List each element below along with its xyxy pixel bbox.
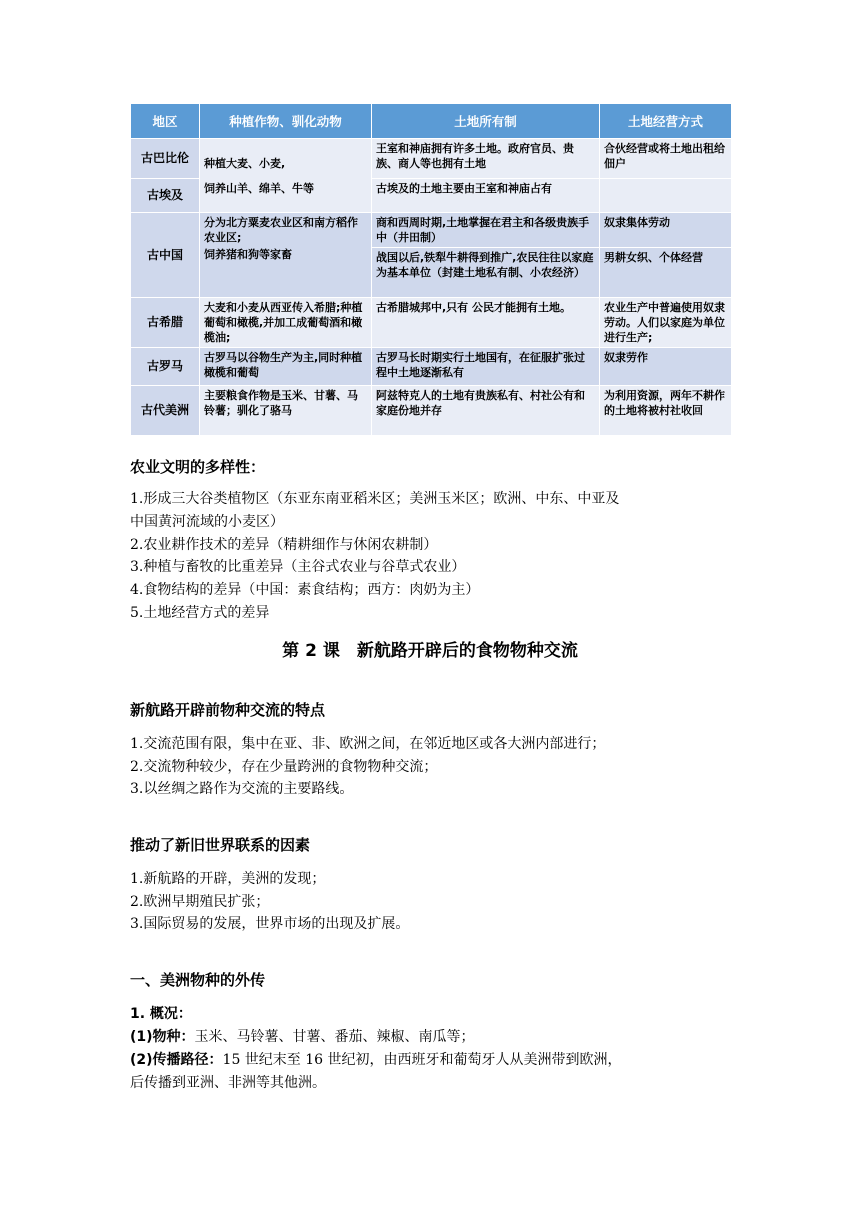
diversity-line-2: 2.农业耕作技术的差异（精耕细作与休闲农耕制） <box>130 537 438 553</box>
manage-china-late: 男耕女织、个体经营 <box>600 248 732 298</box>
species-label: (1)物种： <box>130 1029 195 1045</box>
diversity-heading: 农业文明的多样性： <box>130 458 266 476</box>
region-china: 古中国 <box>131 213 200 298</box>
manage-greece: 农业生产中普遍使用奴隶劳动。人们以家庭为单位进行生产; <box>600 298 732 348</box>
manage-egypt-empty <box>600 179 732 213</box>
before-heading: 新航路开辟前物种交流的特点 <box>130 701 326 719</box>
crops-babylon-egypt <box>200 139 372 213</box>
land-china-early: 商和西周时期,土地掌握在君主和各级贵族手中（井田制） <box>372 213 600 248</box>
crops-babylon: 种植大麦、小麦, <box>204 156 286 170</box>
land-egypt: 古埃及的土地主要由王室和神庙占有 <box>372 179 600 213</box>
manage-china-early: 奴隶集体劳动 <box>600 213 732 248</box>
land-greece: 古希腊城邦中,只有 公民才能拥有土地。 <box>372 298 600 348</box>
table-row <box>131 139 732 179</box>
species-text: 玉米、马铃薯、甘薯、番茄、辣椒、南瓜等； <box>194 1029 475 1045</box>
factors-line-1: 1.新航路的开辟，美洲的发现； <box>130 871 326 887</box>
manage-babylon: 合伙经营或将土地出租给佃户 <box>600 139 732 179</box>
before-line-1: 1.交流范围有限，集中在亚、非、欧洲之间，在邻近地区或各大洲内部进行； <box>130 736 606 752</box>
land-china-late: 战国以后,铁犁牛耕得到推广,农民往往以家庭为基本单位（封建土地私有制、小农经济） <box>372 248 600 298</box>
animals-babylon: 饲养山羊、绵羊、牛等 <box>204 181 314 195</box>
diversity-line-5: 5.土地经营方式的差异 <box>130 605 270 621</box>
region-rome: 古罗马 <box>131 348 200 386</box>
diversity-line-4: 4.食物结构的差异（中国：素食结构；西方：肉奶为主） <box>130 582 480 598</box>
route-text: 15 世纪末至 16 世纪初，由西班牙和葡萄牙人从美洲带到欧洲， <box>222 1052 622 1068</box>
diversity-line-1b: 中国黄河流域的小麦区） <box>130 514 284 530</box>
crops-america: 主要粮食作物是玉米、甘薯、马铃薯；驯化了骆马 <box>200 386 372 436</box>
lesson-title: 第 2 课 新航路开辟后的食物物种交流 <box>282 641 578 661</box>
manage-rome: 奴隶劳作 <box>600 348 732 386</box>
header-region: 地区 <box>131 104 200 139</box>
table-row <box>131 386 732 436</box>
species-line <box>130 1026 475 1046</box>
before-line-3: 3.以丝绸之路作为交流的主要路线。 <box>130 781 354 797</box>
land-rome: 古罗马长时期实行土地国有，在征服扩张过程中土地逐渐私有 <box>372 348 600 386</box>
factors-line-2: 2.欧洲早期殖民扩张； <box>130 894 270 910</box>
table-row <box>131 213 732 248</box>
header-crops: 种植作物、驯化动物 <box>200 104 372 139</box>
table-row <box>131 298 732 348</box>
route-line <box>130 1049 622 1069</box>
table-header-row <box>131 104 732 139</box>
table-row <box>131 348 732 386</box>
manage-america: 为利用资源，两年不耕作的土地将被村社收回 <box>600 386 732 436</box>
region-greece: 古希腊 <box>131 298 200 348</box>
region-egypt: 古埃及 <box>131 179 200 213</box>
agriculture-table <box>130 103 732 436</box>
crops-rome: 古罗马以谷物生产为主,同时种植橄榄和葡萄 <box>200 348 372 386</box>
region-america: 古代美洲 <box>131 386 200 436</box>
animals-china: 饲养猪和狗等家畜 <box>204 248 292 261</box>
land-babylon: 王室和神庙拥有许多土地。政府官员、贵族、商人等也拥有土地 <box>372 139 600 179</box>
america-out-heading: 一、美洲物种的外传 <box>130 971 266 989</box>
crops-china-text: 分为北方粟麦农业区和南方稻作农业区; <box>204 216 358 244</box>
header-land-management: 土地经营方式 <box>600 104 732 139</box>
diversity-line-3: 3.种植与畜牧的比重差异（主谷式农业与谷草式农业） <box>130 559 466 575</box>
region-babylon: 古巴比伦 <box>131 139 200 179</box>
route-label: (2)传播路径： <box>130 1052 223 1068</box>
overview-label: 1. 概况： <box>130 1006 192 1022</box>
factors-line-3: 3.国际贸易的发展，世界市场的出现及扩展。 <box>130 916 410 932</box>
land-america: 阿兹特克人的土地有贵族私有、村社公有和家庭份地并存 <box>372 386 600 436</box>
crops-china <box>200 213 372 298</box>
crops-greece: 大麦和小麦从西亚传入希腊;种植葡萄和橄榄,并加工成葡萄酒和橄榄油; <box>200 298 372 348</box>
before-line-2: 2.交流物种较少，存在少量跨洲的食物物种交流； <box>130 759 438 775</box>
route-line-2: 后传播到亚洲、非洲等其他洲。 <box>130 1075 326 1091</box>
factors-heading: 推动了新旧世界联系的因素 <box>130 836 311 854</box>
diversity-line-1a: 1.形成三大谷类植物区（东亚东南亚稻米区；美洲玉米区；欧洲、中东、中亚及 <box>130 491 620 507</box>
header-land-ownership: 土地所有制 <box>372 104 600 139</box>
